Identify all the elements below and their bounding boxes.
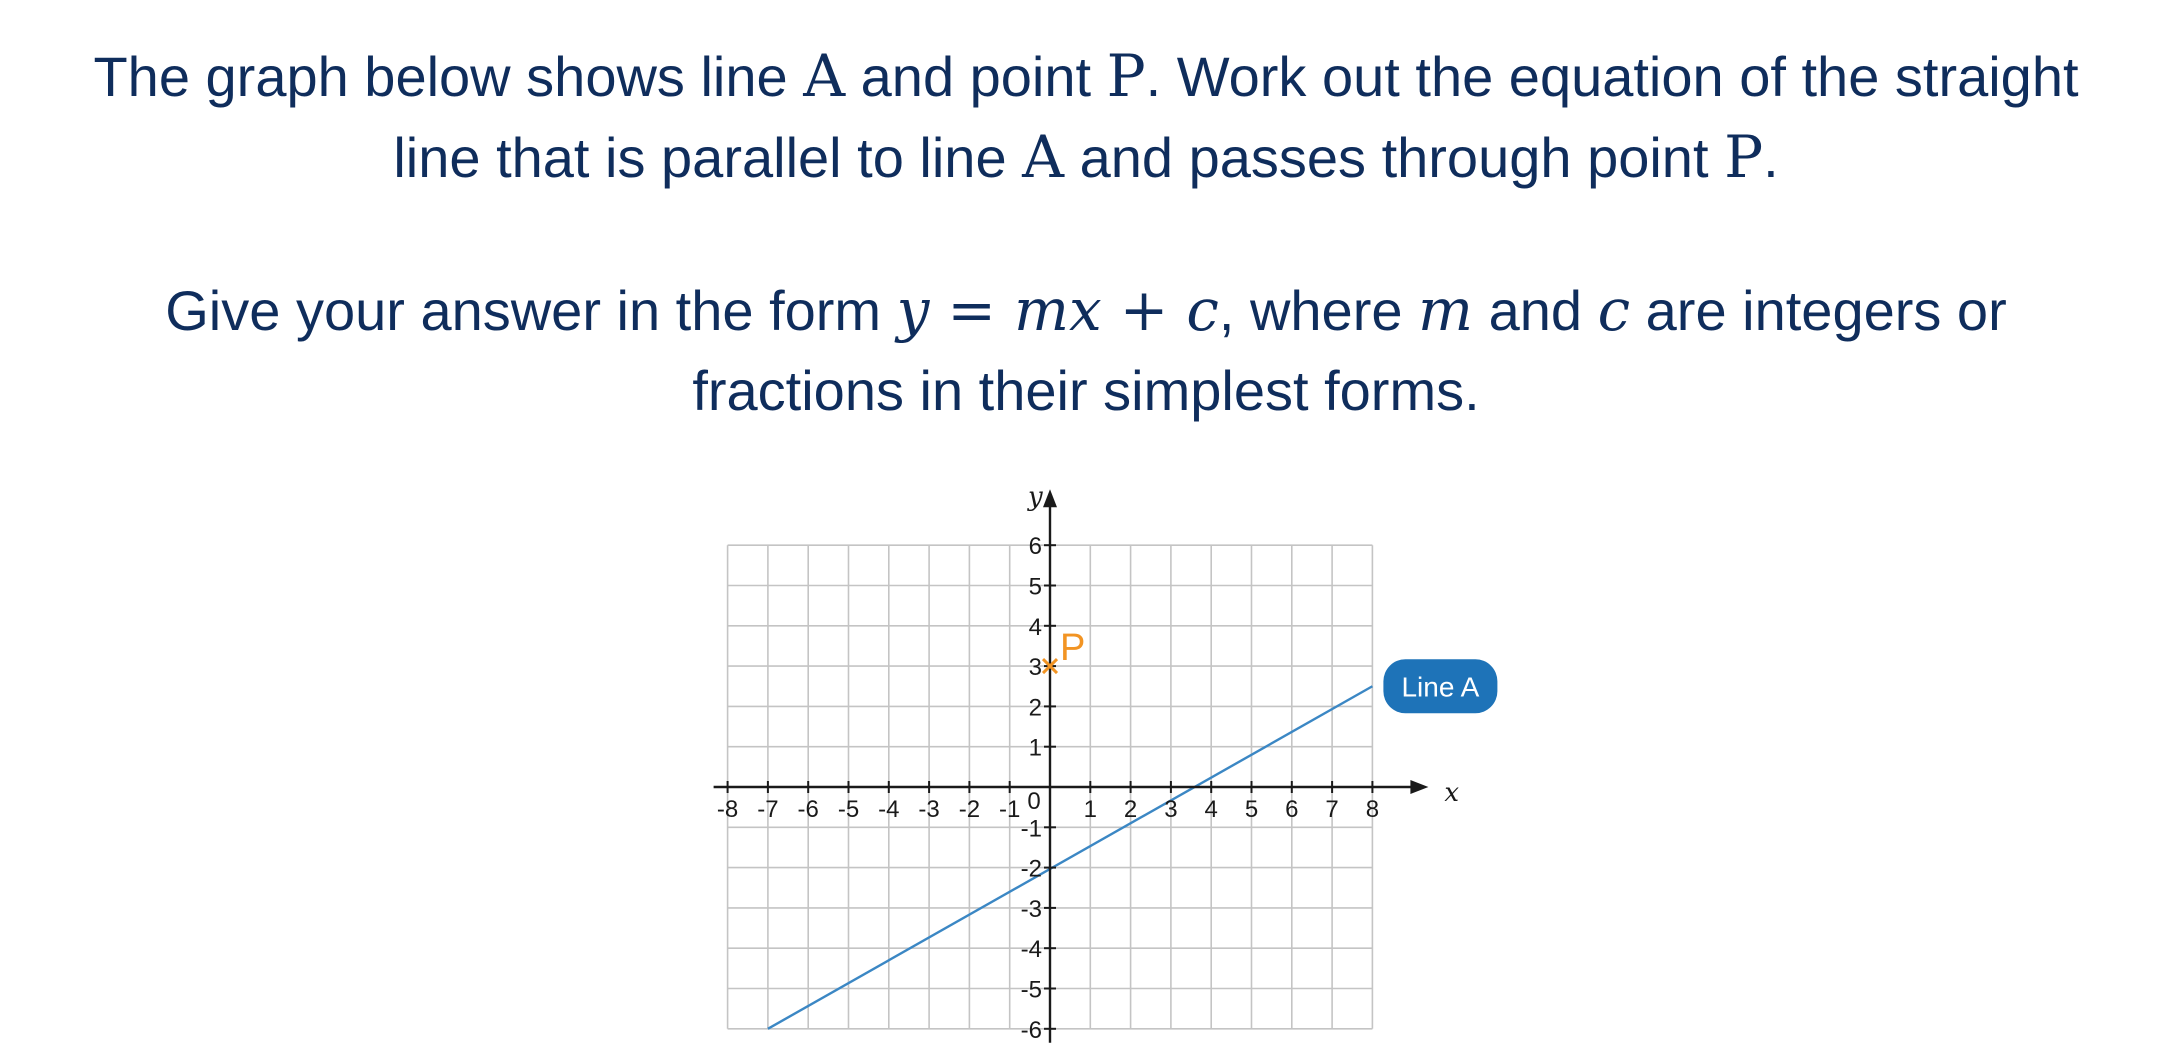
y-tick-label: 1 xyxy=(1028,734,1042,762)
question-text: and passes through point xyxy=(1064,126,1725,189)
y-tick-label: 5 xyxy=(1028,573,1042,601)
math-point-p: P xyxy=(1106,42,1146,110)
math-plus: + xyxy=(1119,276,1169,344)
y-tick-label: -1 xyxy=(1020,815,1042,843)
question-text: . xyxy=(1763,126,1779,189)
x-tick-label: 1 xyxy=(1083,796,1097,823)
x-tick-label: -3 xyxy=(918,796,940,823)
y-axis-label: y xyxy=(1028,482,1043,513)
y-tick-label: 6 xyxy=(1028,533,1042,561)
math-line-a: A xyxy=(1022,123,1065,191)
question-paragraph-1 xyxy=(0,36,2172,198)
math-point-p: P xyxy=(1724,123,1764,191)
question-text: Give your answer in the form xyxy=(165,279,897,342)
x-tick-label: 7 xyxy=(1325,796,1339,823)
x-tick-label: -2 xyxy=(958,796,981,823)
math-equals: = xyxy=(947,276,997,344)
x-axis-arrow xyxy=(1410,780,1428,794)
x-tick-label: 2 xyxy=(1123,796,1138,823)
ticks xyxy=(717,533,1379,1044)
math-mx: mx xyxy=(1014,276,1102,344)
math-c: c xyxy=(1597,276,1631,344)
series-layer xyxy=(768,686,1373,1029)
y-axis-arrow xyxy=(1043,489,1057,507)
x-tick-label: 5 xyxy=(1244,796,1259,823)
y-tick-label: -6 xyxy=(1020,1016,1042,1044)
axes xyxy=(714,482,1460,1043)
math-m: m xyxy=(1418,276,1474,344)
x-tick-label: -1 xyxy=(999,796,1021,823)
y-tick-label: -5 xyxy=(1020,976,1042,1004)
question-line-1 xyxy=(0,36,2172,117)
x-tick-label: 8 xyxy=(1365,796,1380,823)
y-tick-label: 4 xyxy=(1028,613,1042,641)
x-tick-label: 0 xyxy=(1027,788,1041,815)
question-line-4: fractions in their simplest forms. xyxy=(692,359,1480,422)
question-text: line that is parallel to line xyxy=(393,126,1023,189)
x-tick-label: 3 xyxy=(1164,796,1178,823)
y-tick-label: 3 xyxy=(1028,654,1042,682)
y-tick-label: -3 xyxy=(1020,895,1042,923)
question-text: and xyxy=(1473,279,1598,342)
question-line-2 xyxy=(0,117,2172,198)
series-line-a xyxy=(768,686,1373,1029)
question-text: , where xyxy=(1218,279,1419,342)
x-tick-label: 4 xyxy=(1204,796,1218,823)
x-tick-label: -4 xyxy=(878,796,900,823)
x-tick-label: -7 xyxy=(757,796,779,823)
question-text: The graph below shows line xyxy=(93,45,804,108)
question-line-3 xyxy=(0,270,2172,351)
line-a-badge-text: Line A xyxy=(1401,671,1480,703)
x-tick-label: -8 xyxy=(716,796,739,823)
math-line-a: A xyxy=(803,42,846,110)
question-text: and point xyxy=(845,45,1107,108)
coordinate-graph xyxy=(700,470,1520,1050)
y-tick-label: -2 xyxy=(1020,855,1042,883)
x-axis-label: x xyxy=(1444,778,1460,808)
x-tick-label: 6 xyxy=(1285,796,1299,823)
x-tick-label: -5 xyxy=(837,796,860,823)
question-paragraph-2 xyxy=(0,270,2172,431)
point-p-label: P xyxy=(1060,627,1086,670)
question-text: are integers or xyxy=(1630,279,2007,342)
y-tick-label: -4 xyxy=(1020,936,1042,964)
question-text: . Work out the equation of the straight xyxy=(1145,45,2079,108)
labels xyxy=(1383,659,1497,713)
math-c: c xyxy=(1186,276,1219,344)
y-tick-label: 2 xyxy=(1028,694,1042,722)
x-tick-label: -6 xyxy=(797,796,819,823)
math-y: y xyxy=(896,276,930,344)
